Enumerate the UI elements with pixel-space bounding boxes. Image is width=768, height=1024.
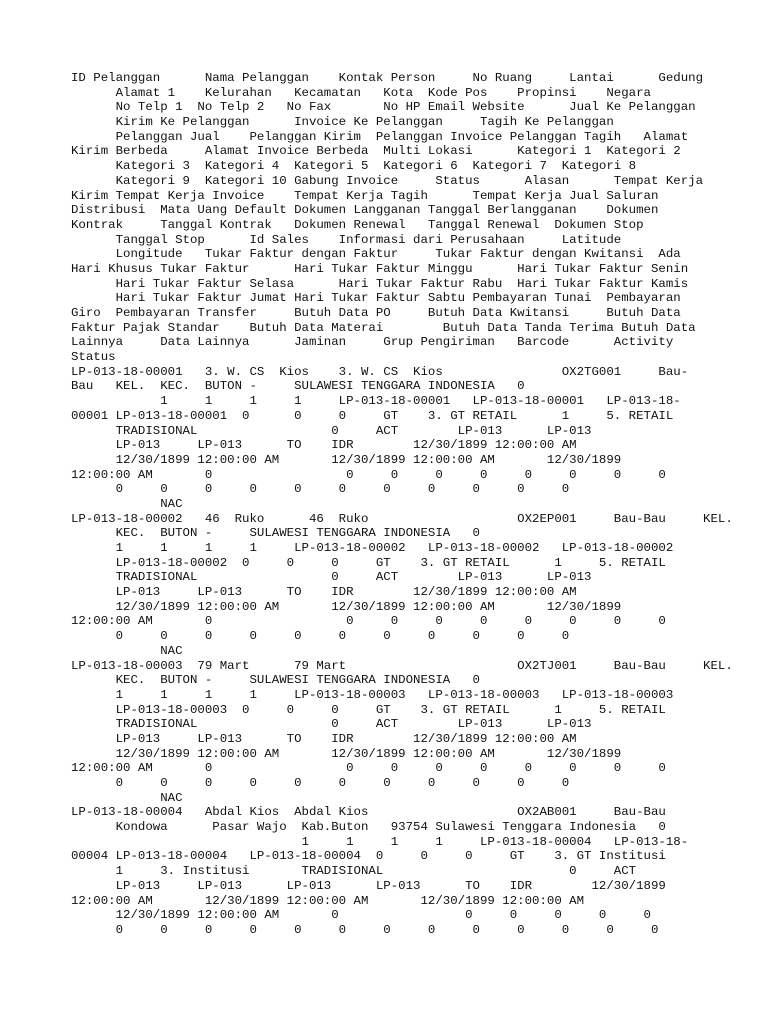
document-line: Faktur Pajak Standar Butuh Data Materai Butuh Data Tanda Terima Butuh Data: [71, 320, 696, 335]
document-line: LP-013-18-00003 0 0 0 GT 3. GT RETAIL 1 5. RETAIL: [71, 702, 666, 717]
document-line: ID Pelanggan Nama Pelanggan Kontak Person No Ruang Lantai Gedung: [71, 71, 704, 85]
document-line: 12:00:00 AM 0 0 0 0 0 0 0 0 0: [71, 467, 666, 482]
document-line: 1 3. Institusi TRADISIONAL 0 ACT: [71, 864, 637, 879]
document-line: Lainnya Data Lainnya Jaminan Grup Pengiriman Barcode Activity: [71, 335, 674, 350]
document-line: NAC: [71, 643, 183, 658]
document-line: NAC: [71, 496, 183, 511]
document-line: LP-013-18-00003 79 Mart 79 Mart OX2TJ001 Bau-Bau KEL.: [71, 658, 733, 673]
document-line: Hari Tukar Faktur Selasa Hari Tukar Faktur Rabu Hari Tukar Faktur Kamis: [71, 276, 689, 291]
document-line: 1 1 1 1 LP-013-18-00003 LP-013-18-00003 LP-013-18-00003: [71, 687, 674, 702]
document-line: 1 1 1 1 LP-013-18-00002 LP-013-18-00002 LP-013-18-00002: [71, 541, 674, 555]
document-line: Kategori 3 Kategori 4 Kategori 5 Kategori 6 Kategori 7 Kategori 8: [71, 159, 637, 174]
document-line: LP-013 LP-013 TO IDR 12/30/1899 12:00:00 AM: [71, 731, 577, 746]
document-line: 00001 LP-013-18-00001 0 0 0 GT 3. GT RETAIL 1 5. RETAIL: [71, 408, 674, 423]
document-line: Tanggal Stop Id Sales Informasi dari Perusahaan Latitude: [71, 232, 622, 247]
document-line: 12:00:00 AM 0 0 0 0 0 0 0 0 0: [71, 761, 666, 776]
document-line: Bau KEL. KEC. BUTON - SULAWESI TENGGARA INDONESIA 0: [71, 379, 525, 394]
document-line: Giro Pembayaran Transfer Butuh Data PO Butuh Data Kwitansi Butuh Data: [71, 306, 681, 320]
document-line: TRADISIONAL 0 ACT LP-013 LP-013: [71, 423, 592, 438]
document-line: NAC: [71, 790, 183, 805]
document-line: LP-013-18-00001 3. W. CS Kios 3. W. CS Kios OX2TG001 Bau-: [71, 364, 689, 379]
document-line: LP-013-18-00004 Abdal Kios Abdal Kios OX2AB001 Bau-Bau: [71, 805, 666, 820]
document-line: Kontrak Tanggal Kontrak Dokumen Renewal Tanggal Renewal Dokumen Stop: [71, 217, 644, 232]
document-line: LP-013 LP-013 TO IDR 12/30/1899 12:00:00 AM: [71, 585, 577, 600]
document-line: 0 0 0 0 0 0 0 0 0 0 0 0 0: [71, 922, 659, 937]
document-line: Kondowa Pasar Wajo Kab.Buton 93754 Sulawesi Tenggara Indonesia 0: [71, 820, 666, 835]
document-line: 12:00:00 AM 12/30/1899 12:00:00 AM 12/30/1899 12:00:00 AM: [71, 893, 585, 908]
document-line: 12/30/1899 12:00:00 AM 0 0 0 0 0 0: [71, 908, 651, 923]
document-line: 1 1 1 1 LP-013-18-00004 LP-013-18-: [71, 834, 689, 849]
document-line: Hari Tukar Faktur Jumat Hari Tukar Faktur Sabtu Pembayaran Tunai Pembayaran: [71, 291, 681, 306]
document-line: KEC. BUTON - SULAWESI TENGGARA INDONESIA 0: [71, 673, 480, 688]
document-line: LP-013-18-00002 46 Ruko 46 Ruko OX2EP001 Bau-Bau KEL.: [71, 511, 733, 526]
document-line: 0 0 0 0 0 0 0 0 0 0 0: [71, 776, 570, 790]
document-line: 12/30/1899 12:00:00 AM 12/30/1899 12:00:00 AM 12/30/1899: [71, 746, 622, 761]
document-line: Kirim Tempat Kerja Invoice Tempat Kerja Tagih Tempat Kerja Jual Saluran: [71, 188, 659, 203]
document-line: 0 0 0 0 0 0 0 0 0 0 0: [71, 482, 570, 497]
document-line: TRADISIONAL 0 ACT LP-013 LP-013: [71, 717, 592, 732]
document-line: Status: [71, 350, 116, 365]
document-line: KEC. BUTON - SULAWESI TENGGARA INDONESIA 0: [71, 526, 480, 541]
document-line: LP-013-18-00002 0 0 0 GT 3. GT RETAIL 1 5. RETAIL: [71, 555, 666, 570]
document-line: Hari Khusus Tukar Faktur Hari Tukar Faktur Minggu Hari Tukar Faktur Senin: [71, 261, 689, 276]
document-line: Alamat 1 Kelurahan Kecamatan Kota Kode Pos Propinsi Negara: [71, 85, 651, 100]
document-line: Longitude Tukar Faktur dengan Faktur Tukar Faktur dengan Kwitansi Ada: [71, 247, 681, 262]
document-line: 12/30/1899 12:00:00 AM 12/30/1899 12:00:00 AM 12/30/1899: [71, 452, 622, 467]
document-line: Kirim Ke Pelanggan Invoice Ke Pelanggan Tagih Ke Pelanggan: [71, 115, 614, 130]
document-line: Distribusi Mata Uang Default Dokumen Langganan Tanggal Berlangganan Dokumen: [71, 203, 659, 218]
document-line: Kirim Berbeda Alamat Invoice Berbeda Multi Lokasi Kategori 1 Kategori 2: [71, 144, 681, 159]
document-line: 00004 LP-013-18-00004 LP-013-18-00004 0 0 0 GT 3. GT Institusi: [71, 849, 666, 864]
document-line: 1 1 1 1 LP-013-18-00001 LP-013-18-00001 LP-013-18-: [71, 394, 681, 409]
document-line: 0 0 0 0 0 0 0 0 0 0 0: [71, 629, 570, 644]
document-line: TRADISIONAL 0 ACT LP-013 LP-013: [71, 570, 592, 585]
document-line: 12:00:00 AM 0 0 0 0 0 0 0 0 0: [71, 614, 666, 629]
document-line: Pelanggan Jual Pelanggan Kirim Pelanggan Invoice Pelanggan Tagih Alamat: [71, 129, 689, 144]
document-line: LP-013 LP-013 TO IDR 12/30/1899 12:00:00 AM: [71, 438, 577, 453]
document-line: Kategori 9 Kategori 10 Gabung Invoice Status Alasan Tempat Kerja: [71, 173, 704, 188]
document-line: LP-013 LP-013 LP-013 LP-013 TO IDR 12/30/1899: [71, 878, 666, 893]
document-line: 12/30/1899 12:00:00 AM 12/30/1899 12:00:00 AM 12/30/1899: [71, 599, 622, 614]
document-line: No Telp 1 No Telp 2 No Fax No HP Email Website Jual Ke Pelanggan: [71, 100, 696, 115]
document-page: [71, 71, 761, 938]
